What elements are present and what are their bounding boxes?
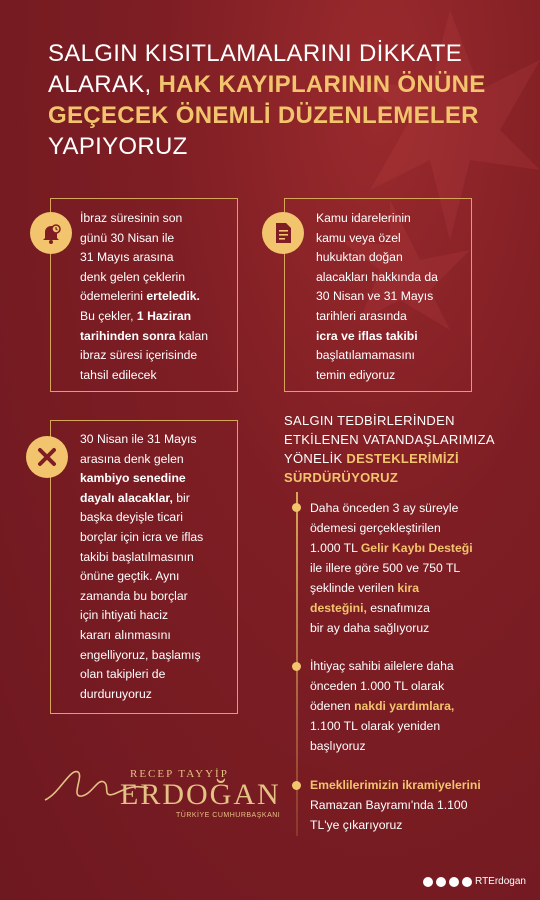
text-line: Kamu idarelerinin bbox=[316, 211, 411, 225]
text-line: durduruyoruz bbox=[80, 686, 152, 701]
text-line: olan takipleri de bbox=[80, 667, 166, 682]
text-line: Daha önceden 3 ay süreyle bbox=[310, 501, 459, 515]
text-line: günü 30 Nisan ile bbox=[80, 230, 175, 245]
support-item-cash-aid bbox=[310, 656, 520, 756]
text-line: 31 Mayıs arasına bbox=[80, 250, 174, 265]
text-line bbox=[316, 327, 472, 347]
text-line: İhtiyaç sahibi ailelere daha bbox=[310, 659, 454, 673]
text-line: tahsil edilecek bbox=[80, 367, 157, 382]
text-highlight: Gelir Kaybı Desteği bbox=[360, 541, 473, 555]
text-highlight: desteğini, bbox=[310, 601, 367, 615]
text-line: 1.100 TL olarak yeniden bbox=[310, 719, 441, 733]
signature-subtitle: TÜRKİYE CUMHURBAŞKANI bbox=[176, 812, 281, 819]
bill-enforcement-box-text bbox=[80, 430, 240, 704]
text-line: ödemesi gerçekleştirilen bbox=[310, 521, 441, 535]
text-span: şeklinde verilen bbox=[310, 581, 398, 595]
signature-last-name: ERDOĞAN bbox=[120, 778, 281, 811]
support-item-pension-bonus bbox=[310, 775, 520, 835]
text-line bbox=[310, 538, 520, 558]
text-line: başlıyoruz bbox=[310, 739, 366, 753]
page-title bbox=[48, 38, 518, 162]
text-line bbox=[80, 489, 240, 509]
text-line: ibraz süresi içerisinde bbox=[80, 348, 198, 363]
text-line: önüne geçtik. Aynı bbox=[80, 569, 180, 584]
text-line: takibi başlatılmasının bbox=[80, 549, 194, 564]
text-line: ile illere göre 500 ve 750 TL bbox=[310, 561, 461, 575]
text-span: Bu çekler, bbox=[80, 308, 137, 323]
timeline-dot bbox=[292, 781, 301, 790]
timeline-dot bbox=[292, 503, 301, 512]
text-line: kamu veya özel bbox=[316, 230, 401, 245]
title-line-4: YAPIYORUZ bbox=[48, 133, 188, 160]
public-receivables-box-text bbox=[316, 209, 472, 385]
title-line-3: GEÇECEK ÖNEMLİ DÜZENLEMELER bbox=[48, 102, 479, 129]
social-handle[interactable]: RTErdogan bbox=[475, 876, 526, 887]
close-icon bbox=[26, 436, 68, 478]
text-line: için ihtiyati haciz bbox=[80, 608, 169, 623]
text-span: 1.000 TL bbox=[310, 541, 361, 555]
text-bold: 1 Haziran bbox=[136, 308, 192, 323]
twitter-icon[interactable] bbox=[423, 877, 433, 887]
text-span: kalan bbox=[175, 328, 209, 343]
text-line bbox=[80, 327, 240, 347]
text-span: ödemelerini bbox=[80, 289, 147, 304]
text-line bbox=[80, 287, 240, 307]
text-line: 30 Nisan ile 31 Mayıs bbox=[80, 432, 197, 446]
facebook-icon[interactable] bbox=[436, 877, 446, 887]
text-span: ödenen bbox=[310, 699, 355, 713]
text-line: tarihleri arasında bbox=[316, 308, 407, 323]
text-line: TL'ye çıkarıyoruz bbox=[310, 818, 403, 832]
text-line bbox=[310, 598, 520, 618]
text-bold: kambiyo senedine bbox=[80, 471, 186, 486]
text-line: hukuktan doğan bbox=[316, 250, 403, 265]
text-line: başka deyişle ticari bbox=[80, 510, 183, 525]
instagram-icon[interactable] bbox=[449, 877, 459, 887]
text-line bbox=[310, 578, 520, 598]
text-line: Ramazan Bayramı'nda 1.100 bbox=[310, 798, 468, 812]
heading-line bbox=[284, 449, 524, 468]
support-item-rent bbox=[310, 498, 520, 638]
text-span: esnafımıza bbox=[366, 601, 430, 615]
document-icon bbox=[262, 212, 304, 254]
text-highlight: kira bbox=[397, 581, 420, 595]
text-line: engelliyoruz, başlamış bbox=[80, 647, 201, 662]
support-section-title bbox=[284, 411, 524, 487]
heading-span: YÖNELİK bbox=[284, 451, 347, 466]
text-line: başlatılamamasını bbox=[316, 348, 415, 363]
heading-highlight: DESTEKLERİMİZİ bbox=[346, 451, 459, 466]
title-line-2-highlight: HAK KAYIPLARININ ÖNÜNE bbox=[158, 71, 486, 98]
text-bold: icra ve iflas takibi bbox=[316, 328, 418, 343]
text-line: kararı alınmasını bbox=[80, 627, 171, 642]
youtube-icon[interactable] bbox=[462, 877, 472, 887]
text-line: alacakları hakkında da bbox=[316, 269, 438, 284]
cheque-box-text bbox=[80, 209, 240, 385]
text-bold: dayalı alacaklar, bbox=[80, 490, 173, 505]
text-span: bir bbox=[172, 490, 190, 505]
bell-clock-icon bbox=[30, 212, 72, 254]
heading-line: SÜRDÜRÜYORUZ bbox=[284, 470, 399, 485]
text-line: bir ay daha sağlıyoruz bbox=[310, 621, 430, 635]
title-line-1: SALGIN KISITLAMALARINI DİKKATE bbox=[48, 40, 462, 67]
text-line bbox=[310, 696, 520, 716]
text-line: arasına denk gelen bbox=[80, 451, 184, 466]
text-line: 30 Nisan ve 31 Mayıs bbox=[316, 289, 434, 304]
text-line: zamanda bu borçlar bbox=[80, 588, 188, 603]
social-handles bbox=[423, 876, 526, 887]
text-line: borçlar için icra ve iflas bbox=[80, 529, 204, 544]
heading-line: ETKİLENEN VATANDAŞLARIMIZA bbox=[284, 432, 495, 447]
text-line: İbraz süresinin son bbox=[80, 211, 183, 225]
text-bold: erteledik. bbox=[146, 289, 200, 304]
text-bold: tarihinden sonra bbox=[80, 328, 176, 343]
text-line bbox=[80, 469, 240, 489]
title-line-2 bbox=[48, 69, 518, 100]
text-line bbox=[80, 307, 240, 327]
title-line-2-plain: ALARAK, bbox=[48, 71, 159, 98]
text-line: temin ediyoruz bbox=[316, 367, 396, 382]
text-highlight: nakdi yardımlara, bbox=[354, 699, 455, 713]
text-line: önceden 1.000 TL olarak bbox=[310, 679, 445, 693]
text-highlight: Emeklilerimizin ikramiyelerini bbox=[310, 778, 481, 792]
timeline-dot bbox=[292, 662, 301, 671]
signature-first-name: RECEP TAYYİP bbox=[130, 768, 229, 780]
text-line: denk gelen çeklerin bbox=[80, 269, 186, 284]
heading-line: SALGIN TEDBİRLERİNDEN bbox=[284, 413, 455, 428]
